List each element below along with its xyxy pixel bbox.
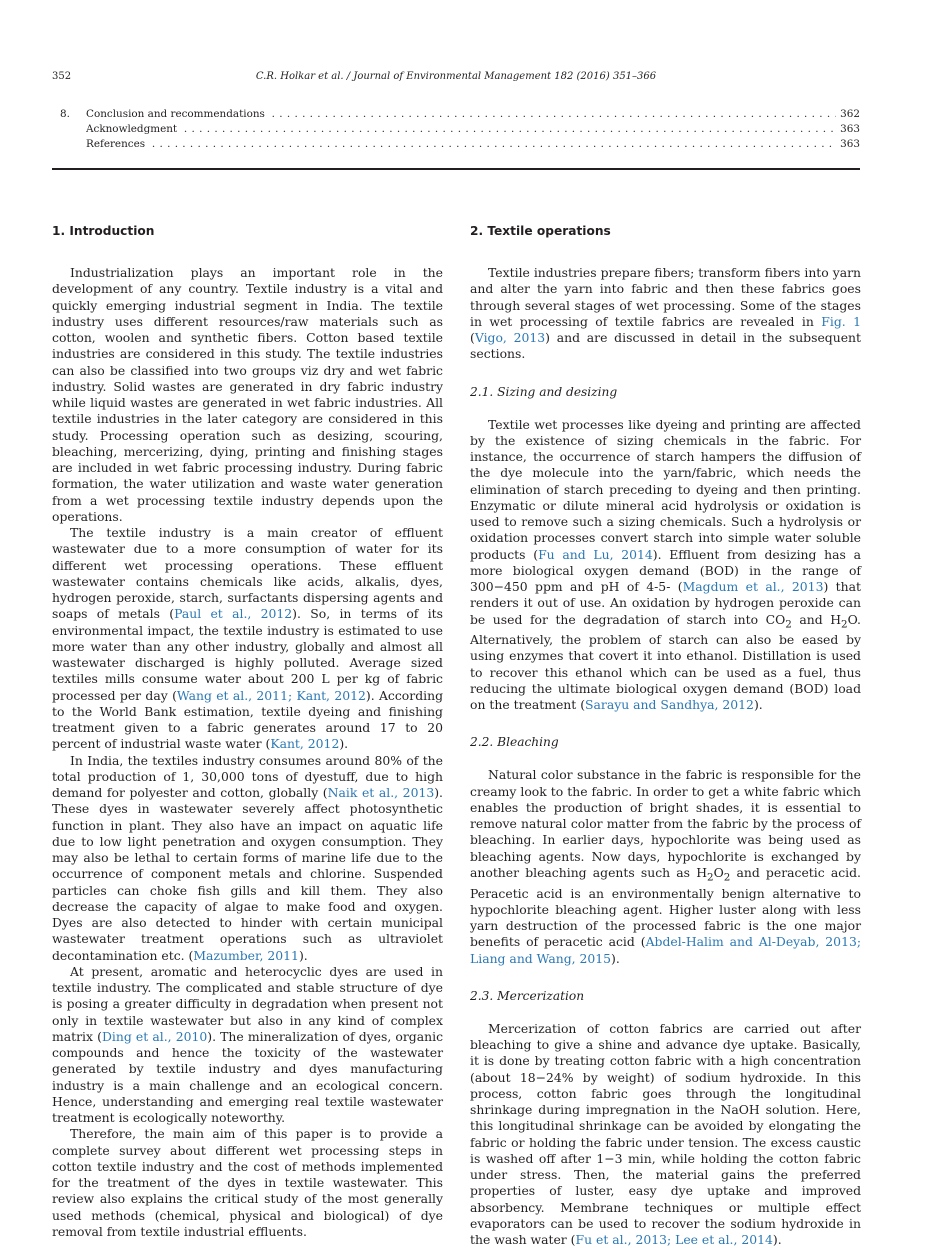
toc-leader	[86, 122, 836, 137]
toc-title: References	[86, 138, 148, 150]
citation-link[interactable]: Fu and Lu, 2014	[538, 546, 653, 562]
section-heading-textile-operations: 2. Textile operations	[470, 224, 611, 238]
citation-link[interactable]: Vigo, 2013	[474, 330, 546, 345]
paragraph: At present, aromatic and heterocyclic dyes are used in textile industry. The complicated and stable structure of dye is posing a greater difficulty in degradation when present not only in textile wastewater but also in any kind of complex matrix (Ding et al., 2010). The mineralization of dyes, organic compounds and hence the toxicity of the wastewater generated by textile industry and dyes manufacturing industry is a main challenge and an ecological concern. Hence, understanding and emerging real textile wastewater treatment is ecologically noteworthy.	[52, 963, 444, 1125]
toc-page: 363	[837, 122, 860, 137]
citation-link[interactable]: Paul et al., 2012	[174, 606, 293, 622]
toc-title: Acknowledgment	[86, 123, 180, 135]
paragraph: Natural color substance in the fabric is responsible for the creamy look to the fabric. In order to get a white fabric which enables the production of bright shades, it is essential to remove natural color matter from the fabric by the process of bleaching. In earlier days, hypochlorite was being used as bleaching agents. Now days, hypochlorite is exchanged by another bleaching agents such as $H_2O_2$ and peracetic acid. Peracetic acid is an environmentally benign alternative to hypochlorite bleaching agent. Higher luster along with less yarn destruction of the processed fabric is the one major benefits of peracetic acid (Abdel-Halim and Al-Deyab, 2013; Liang and Wang, 2015).	[470, 767, 862, 966]
toc-entry[interactable]	[52, 137, 860, 152]
page-number: 352	[52, 71, 72, 82]
paragraph: Industrialization plays an important role in the development of any country. Textile industry is a vital and quickly emerging industrial segment in India. The textile industry uses different resources/raw materials such as cotton, woolen and synthetic fibers. Cotton based textile industries are considered in this study. The textile industries can also be classified into two groups viz dry and wet fabric industry. Solid wastes are generated in dry fabric industry while liquid wastes are generated in wet fabric industries. All textile industries in the later category are considered in this study. Processing operation such as desizing, scouring, bleaching, mercerizing, dying, printing and finishing stages are included in wet fabric processing industry. During fabric formation, the water utilization and waste water generation from a wet processing textile industry depends upon the operations.	[52, 265, 443, 524]
subsection-heading-sizing: 2.1. Sizing and desizing	[470, 384, 618, 399]
citation-link[interactable]: Magdum et al., 2013	[682, 579, 824, 594]
citation-link[interactable]: Naik et al., 2013	[327, 785, 435, 800]
toc-entry[interactable]	[52, 122, 860, 137]
table-of-contents	[52, 107, 860, 152]
toc-page: 362	[837, 107, 860, 122]
subsection-heading-bleaching: 2.2. Bleaching	[470, 735, 559, 750]
paragraph: Mercerization of cotton fabrics are carried out after bleaching to give a shine and advance dye uptake. Basically, it is done by treating cotton fabric with a high concentration (about 18−24% by weight) of sodium hydroxide. In this process, cotton fabric goes through the longitudinal shrinkage during impregnation in the NaOH solution. Here, this longitudinal shrinkage can be avoided by elongating the fabric or holding the fabric under tension. The excess caustic is washed off after 1−3 min, while holding the cotton fabric under stress. Then, the material gains the preferred properties of luster, easy dye uptake and improved absorbency. Membrane techniques or multiple effect evaporators can be used to recover the sodium hydroxide in the wash water (Fu et al., 2013; Lee et al., 2014).	[470, 1020, 861, 1248]
left-column	[52, 222, 443, 1240]
paragraph: Therefore, the main aim of this paper is to provide a complete survey about different wet processing steps in cotton textile industry and the cost of methods implemented for the treatment of the dyes in textile wastewater. This review also explains the critical study of the most generally used methods (chemical, physical and biological) of dye removal from textile industrial effluents.	[52, 1126, 443, 1239]
toc-number: 8.	[60, 108, 70, 120]
right-column	[470, 222, 861, 1248]
toc-page: 363	[837, 137, 860, 152]
figure-link[interactable]: Fig. 1	[821, 313, 861, 329]
citation-link[interactable]: Wang et al., 2011; Kant, 2012	[176, 687, 366, 703]
toc-leader	[86, 107, 836, 122]
paragraph: Textile industries prepare fibers; transform fibers into yarn and alter the yarn into fabric and then these fabrics goes through several stages of wet processing. Some of the stages in wet processing of textile fabrics are revealed in Fig. 1 (Vigo, 2013) and are discussed in detail in the subsequent sections.	[470, 265, 861, 362]
section-heading-introduction: 1. Introduction	[52, 224, 155, 238]
citation-link[interactable]: Fu et al., 2013; Lee et al., 2014	[575, 1232, 773, 1248]
toc-leader	[86, 137, 836, 152]
toc-title: Conclusion and recommendations	[86, 108, 268, 120]
citation-link[interactable]: Kant, 2012	[270, 736, 340, 752]
paragraph: In India, the textiles industry consumes around 80% of the total production of 1, 30,000 tons of dyestuff, due to high demand for polyester and cotton, globally (Naik et al., 2013). These dyes in wastewater severely affect photosynthetic function in plant. They also have an impact on aquatic life due to low light penetration and oxygen consumption. They may also be lethal to certain forms of marine life due to the occurrence of component metals and chlorine. Suspended particles can choke fish gills and kill them. They also decrease the capacity of algae to make food and oxygen. Dyes are also detected to hinder with certain municipal wastewater treatment operations such as ultraviolet decontamination etc. (Mazumber, 2011).	[52, 752, 443, 963]
citation-link[interactable]: Ding et al., 2010	[101, 1028, 208, 1044]
citation-link[interactable]: Mazumber, 2011	[193, 947, 299, 963]
toc-entry[interactable]	[52, 107, 860, 122]
running-header	[52, 71, 860, 87]
paragraph: The textile industry is a main creator of effluent wastewater due to a more consumption of water for its different wet processing operations. These effluent wastewater contains chemicals like acids, alkalis, dyes, hydrogen peroxide, starch, surfactants dispersing agents and soaps of metals (Paul et al., 2012). So, in terms of its environmental impact, the textile industry is estimated to use more water than any other industry, globally and almost all wastewater discharged is highly polluted. Average sized textiles mills consume water about 200 L per kg of fabric processed per day (Wang et al., 2011; Kant, 2012). According to the World Bank estimation, textile dyeing and finishing treatment given to a fabric generates around 17 to 20 percent of industrial waste water (Kant, 2012).	[52, 525, 443, 752]
journal-citation: C.R. Holkar et al. / Journal of Environmental Management 182 (2016) 351–366	[255, 71, 657, 82]
citation-link[interactable]: Abdel-Halim and Al-Deyab, 2013; Liang and Wang, 2015	[470, 934, 862, 966]
paragraph: Textile wet processes like dyeing and printing are affected by the existence of sizing chemicals in the fabric. For instance, the occurrence of starch hampers the diffusion of the dye molecule into the yarn/fabric, which needs the elimination of starch preceding to dyeing and then printing. Enzymatic or dilute mineral acid hydrolysis or oxidation is used to remove such a sizing chemicals. Such a hydrolysis or oxidation processes convert starch into simple water soluble products (Fu and Lu, 2014). Effluent from desizing has a more biological oxygen demand (BOD) in the range of 300−450 ppm and pH of 4-5- (Magdum et al., 2013) that renders it out of use. An oxidation by hydrogen peroxide can be used for the degradation of starch into $CO_2$ and $H_2O$. Alternatively, the problem of starch can also be eased by using enzymes that covert it into ethanol. Distillation is used to recover this ethanol which can be used as a fuel, thus reducing the ultimate biological oxygen demand (BOD) load on the treatment (Sarayu and Sandhya, 2012).	[470, 416, 862, 713]
subsection-heading-mercerization: 2.3. Mercerization	[470, 988, 585, 1003]
section-divider	[52, 168, 860, 170]
citation-link[interactable]: Sarayu and Sandhya, 2012	[585, 697, 754, 713]
